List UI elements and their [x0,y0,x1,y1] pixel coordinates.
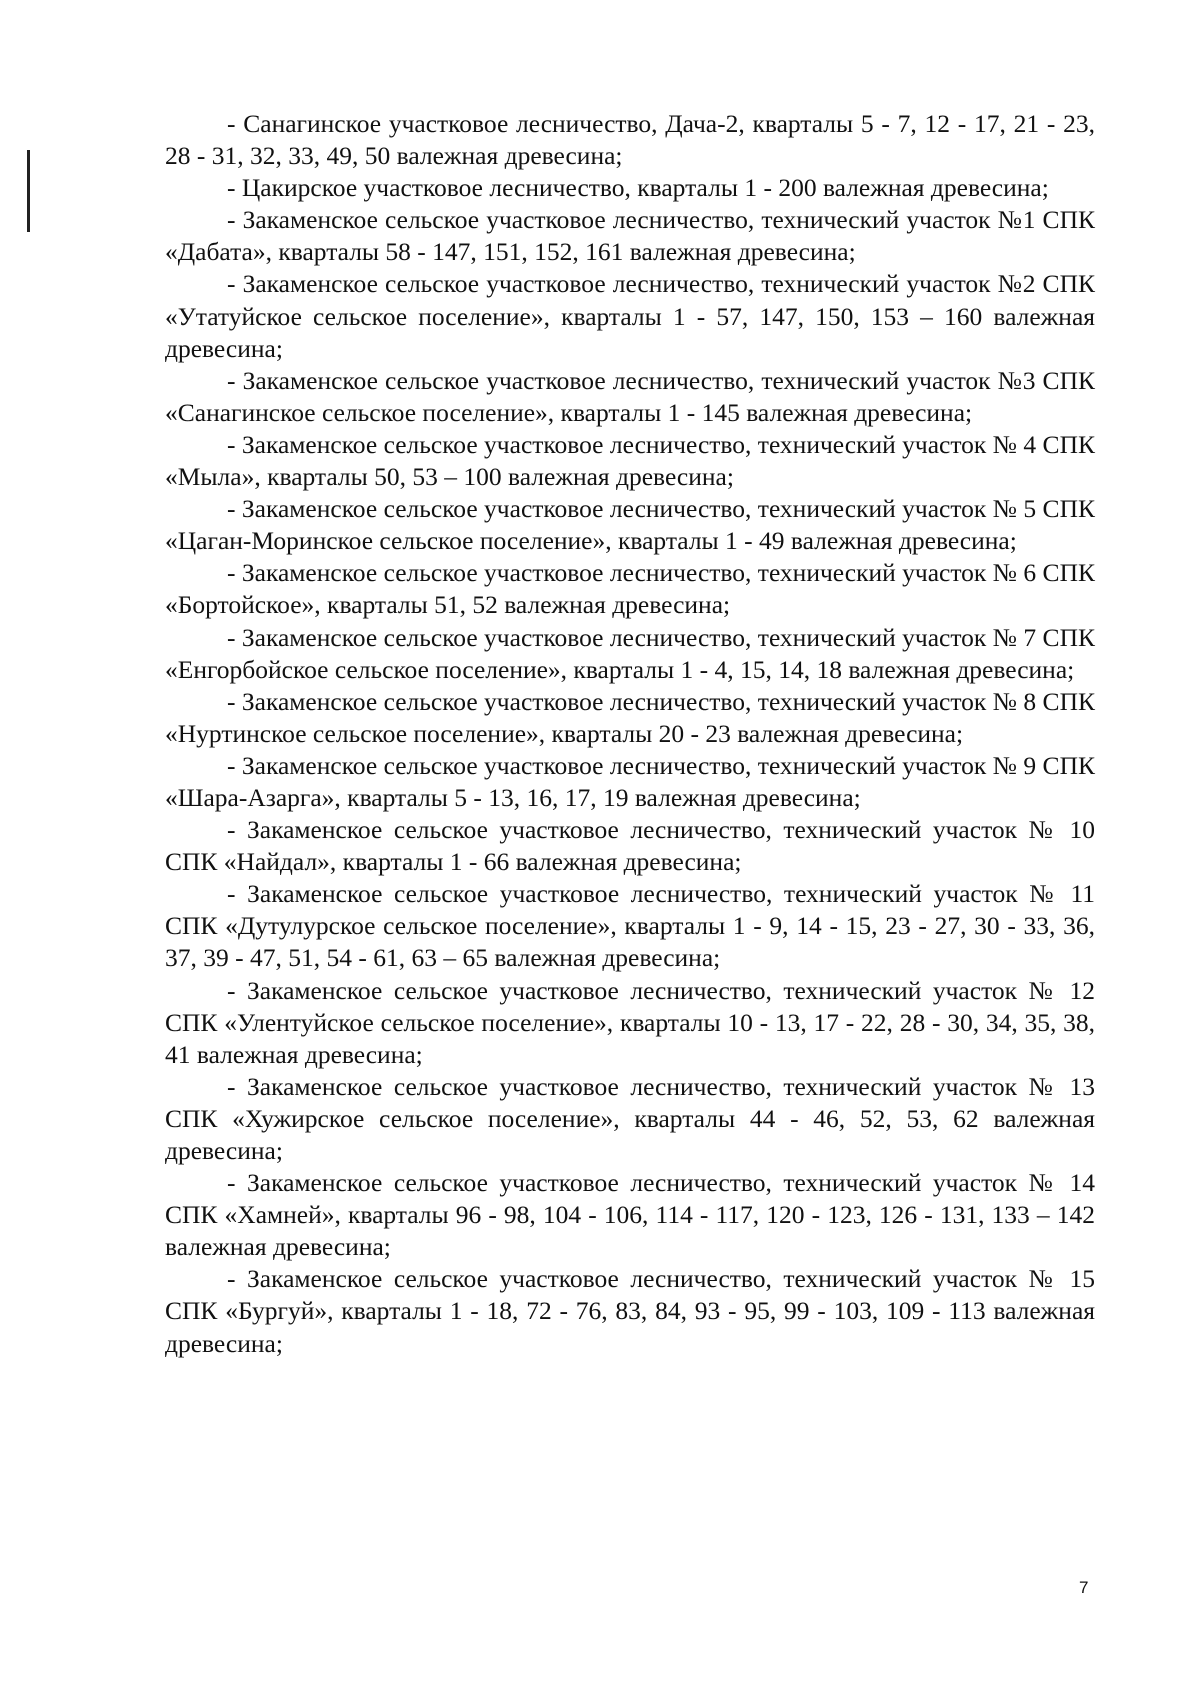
paragraph-section-10: - Закаменское сельское участковое лесничество, технический участок № 10 СПК «Найдал», кварталы 1 - 66 валежная древесина; [165,815,1095,877]
page-number: 7 [1079,1578,1089,1597]
paragraph-section-1: - Закаменское сельское участковое лесничество, технический участок №1 СПК «Дабата», кварталы 58 - 147, 151, 152, 161 валежная древесина; [165,205,1095,267]
paragraph-section-11: - Закаменское сельское участковое лесничество, технический участок № 11 СПК «Дутулурское сельское поселение», кварталы 1 - 9, 14 - 15, 23 - 27, 30 - 33, 36, 37, 39 - 47, 51, 54 - 61, 63 – 65 валежная древесина; [165,879,1095,973]
paragraph-section-4: - Закаменское сельское участковое лесничество, технический участок № 4 СПК «Мыла», кварталы 50, 53 – 100 валежная древесина; [165,429,1095,492]
paragraph-section-3: - Закаменское сельское участковое лесничество, технический участок №3 СПК «Санагинское сельское поселение», кварталы 1 - 145 валежная древесина; [165,365,1095,427]
document-body [165,108,1095,1360]
paragraph-section-8: - Закаменское сельское участковое лесничество, технический участок № 8 СПК «Нуртинское сельское поселение», кварталы 20 - 23 валежная древесина; [165,686,1095,748]
paragraph-section-2: - Закаменское сельское участковое лесничество, технический участок №2 СПК «Утатуйское сельское поселение», кварталы 1 - 57, 147, 150, 153 – 160 валежная древесина; [165,269,1095,363]
paragraph-section-5: - Закаменское сельское участковое лесничество, технический участок № 5 СПК «Цаган-Моринское сельское поселение», кварталы 1 - 49 валежная древесина; [165,494,1095,556]
margin-mark [27,150,30,232]
paragraph-section-14: - Закаменское сельское участковое лесничество, технический участок № 14 СПК «Хамней», кварталы 96 - 98, 104 - 106, 114 - 117, 120 - 123, 126 - 131, 133 – 142 валежная древесина; [165,1168,1095,1262]
paragraph-section-12: - Закаменское сельское участковое лесничество, технический участок № 12 СПК «Улентуйское сельское поселение», кварталы 10 - 13, 17 - 22, 28 - 30, 34, 35, 38, 41 валежная древесина; [165,975,1095,1069]
paragraph-sanaginskoe: - Санагинское участковое лесничество, Дача-2, кварталы 5 - 7, 12 - 17, 21 - 23, 28 - 31, 32, 33, 49, 50 валежная древесина; [165,109,1095,171]
paragraph-tsakirskoe: - Цакирское участковое лесничество, кварталы 1 - 200 валежная древесина; [227,173,1049,203]
paragraph-section-6: - Закаменское сельское участковое лесничество, технический участок № 6 СПК «Бортойское», кварталы 51, 52 валежная древесина; [165,558,1095,620]
paragraph-section-13: - Закаменское сельское участковое лесничество, технический участок № 13 СПК «Хужирское сельское поселение», кварталы 44 - 46, 52, 53, 62 валежная древесина; [165,1071,1095,1165]
paragraph-section-15: - Закаменское сельское участковое лесничество, технический участок № 15 СПК «Бургуй», кварталы 1 - 18, 72 - 76, 83, 84, 93 - 95, 99 - 103, 109 - 113 валежная древесина; [165,1264,1095,1358]
paragraph-section-7: - Закаменское сельское участковое лесничество, технический участок № 7 СПК «Енгорбойское сельское поселение», кварталы 1 - 4, 15, 14, 18 валежная древесина; [165,622,1095,684]
paragraph-section-9: - Закаменское сельское участковое лесничество, технический участок № 9 СПК «Шара-Азарга», кварталы 5 - 13, 16, 17, 19 валежная древесина; [165,750,1095,812]
